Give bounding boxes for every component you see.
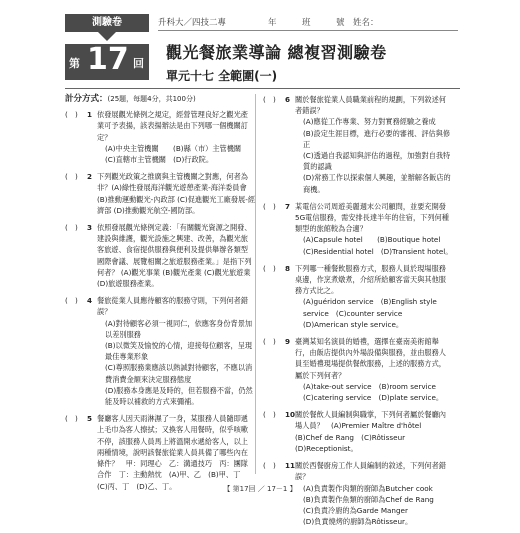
page-subtitle: 單元十七 全範圍(一): [166, 69, 278, 83]
question-text: 關於西餐廚房工作人員編制的敘述，下列何者錯誤？: [295, 461, 446, 482]
question-body: [295, 409, 453, 454]
answer-blank[interactable]: ( ): [65, 296, 78, 306]
down-arrow-icon: [98, 32, 116, 41]
question-body: [97, 222, 255, 289]
answer-option: (D)負責燒烤的廚師為Rôtisseur。: [303, 517, 413, 527]
header-divider: [65, 88, 460, 89]
answer-option: (A)應從工作專業、努力對實務經驗之養成: [303, 117, 436, 127]
score-method: [65, 94, 255, 105]
answer-blank[interactable]: ( ): [65, 223, 78, 233]
student-info-line: [158, 16, 458, 31]
question-body: [97, 171, 255, 216]
score-detail: (25題，每題4分，共100分): [107, 95, 196, 103]
question-item: [263, 263, 453, 330]
question-number: 4: [87, 296, 93, 306]
question-text: 下列觀光政策之推廣與主管機關之對應，何者為非？(A)綠性發展海洋觀光遊憩產業-海洋委員會 (B)推動運動觀光-內政部 (C)促進觀光工廠發展-經濟部 (D)推動觀光航空-國防部。: [97, 172, 256, 215]
column-divider: [255, 94, 256, 474]
answer-option: (D)服務本身應是及時的，但若服務不當，仍然能及時以補救的方式來彌補。: [105, 385, 253, 407]
answer-option: (A)對待顧客必須一視同仁，依應客身份背景加以差別服務: [105, 318, 253, 339]
answer-blank[interactable]: ( ): [263, 95, 276, 104]
question-text: 關於餐旅從業人員職業前程的規劃，下列敘述何者錯誤？: [295, 95, 446, 116]
badge-number: 17: [87, 42, 129, 77]
question-list-right: [263, 94, 453, 527]
answer-option: (B)設定生涯目標，進行必要的審視、評估與修正: [303, 128, 451, 149]
question-body: [97, 109, 255, 165]
question-item: [65, 222, 255, 289]
answer-blank[interactable]: ( ): [65, 110, 78, 120]
answer-blank[interactable]: ( ): [263, 263, 276, 273]
answer-option: (C)直轄市主管機關 (D)行政院。: [105, 155, 214, 165]
answer-option: (B)負責製作魚類的廚師為Chef de Rang: [303, 494, 434, 504]
question-item: [263, 409, 453, 454]
question-number: 1: [87, 110, 93, 120]
badge-prefix: 第: [69, 57, 80, 70]
answer-option: (A)take-out service (B)room service: [303, 381, 436, 391]
answer-blank[interactable]: ( ): [263, 201, 276, 211]
question-text: 某電信公司周遊美麗週末公司顧問，並要充開發5G電信服務，需安排長達半年的住宿，下列何種類型的旅館較為合適？: [295, 201, 449, 234]
answer-blank[interactable]: ( ): [65, 172, 78, 182]
question-number: 9: [285, 337, 291, 347]
answer-option: (C)catering service (D)plate service。: [303, 393, 444, 403]
question-number: 7: [285, 201, 291, 211]
question-number: 3: [87, 223, 93, 233]
question-body: [295, 94, 453, 195]
question-body: [97, 295, 255, 407]
question-item: [65, 413, 255, 491]
answer-option: (C)負責冷廚的為Garde Manger: [303, 505, 408, 515]
page-title: 觀光餐旅業導論 總複習測驗卷: [166, 43, 387, 62]
question-text: 餐廳客人因天雨淋濕了一身，某服務人員隨即遞上毛巾為客人擦拭；又換客人用餐時，似乎咳嗽不停，該服務人員馬上將溫開水遞給客人，以上兩種情境，說明該餐旅從業人員具備了哪些內在條件？ 甲：同理心 乙：溝通技巧 丙：團隊合作 丁：主動熱忱 (A)甲、乙 (B)甲、丁 (C)丙、丁 (D)乙、丁。: [97, 414, 248, 491]
exam-number-badge: [65, 44, 149, 80]
answer-option: (B)以微笑及愉悅的心情，迎接每位顧客，呈現最佳專業形象: [105, 341, 253, 362]
answer-blank[interactable]: ( ): [263, 337, 276, 347]
question-number: 8: [285, 263, 291, 273]
question-number: 5: [87, 414, 93, 424]
question-item: [65, 171, 255, 216]
question-body: [97, 413, 255, 491]
student-fields: 年 班 號 姓名：: [268, 18, 379, 28]
answer-option: (A)Capsule hotel (B)Boutique hotel: [303, 235, 441, 245]
answer-blank[interactable]: ( ): [263, 410, 276, 420]
program-label: 升科大／四技二專: [158, 18, 227, 28]
question-item: [65, 109, 255, 165]
exam-badge-label: 測驗卷: [65, 14, 149, 32]
answer-option: (D)常務工作以探索個人興趣，並辦解各飯店的商機。: [303, 173, 451, 194]
answer-option: (A)guéridon service (B)English style service (C)counter service (D)American style service。: [303, 297, 437, 329]
answer-option: (C)Residential hotel (D)Transient hotel。: [303, 246, 453, 256]
question-text: 臺灣某知名演員的婚禮，選擇在臺南美術館舉行，由飯店提供內外場設備與服務，並由服務人員至婚禮現場提供餐飲服務，上述的服務方式，屬於下列何者？: [295, 337, 446, 380]
question-item: [65, 295, 255, 407]
answer-blank[interactable]: ( ): [263, 461, 276, 471]
question-list-left: [65, 109, 255, 492]
question-body: [295, 263, 453, 330]
right-column: [263, 94, 453, 533]
question-item: [263, 336, 453, 403]
score-label: 計分方式：: [65, 94, 108, 104]
left-column: [65, 94, 255, 498]
question-item: [263, 94, 453, 195]
question-body: [295, 201, 453, 257]
question-text: 下列哪一種餐飲服務方式，服務人員於現場服務桌邊，作烹煮燉煮，介紹所給顧客當天與其他服務方式比之。: [295, 263, 446, 296]
answer-blank[interactable]: ( ): [65, 414, 78, 424]
question-text: 餐旅從業人員應待顧客的服務守則，下列何者錯誤？: [97, 296, 248, 317]
answer-option: (C)透過自我認知與評估的過程，加強對自我特質的認識: [303, 151, 451, 172]
answer-option: (A)中央主管機關 (B)縣（市）主管機關: [105, 143, 242, 153]
badge-suffix: 回: [133, 57, 144, 70]
question-number: 10: [285, 410, 296, 420]
question-number: 2: [87, 172, 93, 182]
question-text: 依照發展觀光條例定義：「有關觀光資源之開發、建設與維護，觀光設施之興建、改善，為觀光旅客旅遊、食宿提供服務與便利及提供舉辦各類型國際會議、展覽相關之旅遊服務產業。」是指下列何者？ (A)觀光事業 (B)觀光產業 (C)觀光旅遊業 (D)旅遊服務產業。: [97, 223, 252, 289]
question-body: [295, 336, 453, 403]
page-footer: 【 第17回 ／ 17－1 】: [223, 485, 297, 493]
answer-option: (A)負責製作肉類的廚師為Butcher cook: [303, 483, 433, 493]
question-item: [263, 201, 453, 257]
answer-option: (C)尊照服務業應該以熱誠對待顧客，不應以消費消費金額來決定服務態度: [105, 363, 253, 384]
question-number: 6: [285, 95, 291, 104]
question-text: 關於餐飲人員編制與職掌，下列何者屬於餐廳內場人員？ (A)Premier Maître d'hôtel (B)Chef de Rang (C)Rôtisseur (D)Receptionist。: [295, 410, 446, 453]
question-text: 依發展觀光條例之規定，經營管理良好之觀光產業可予表揚，該表揚辦法是由下列哪一個機關訂定？: [97, 110, 248, 142]
question-number: 11: [285, 461, 296, 471]
